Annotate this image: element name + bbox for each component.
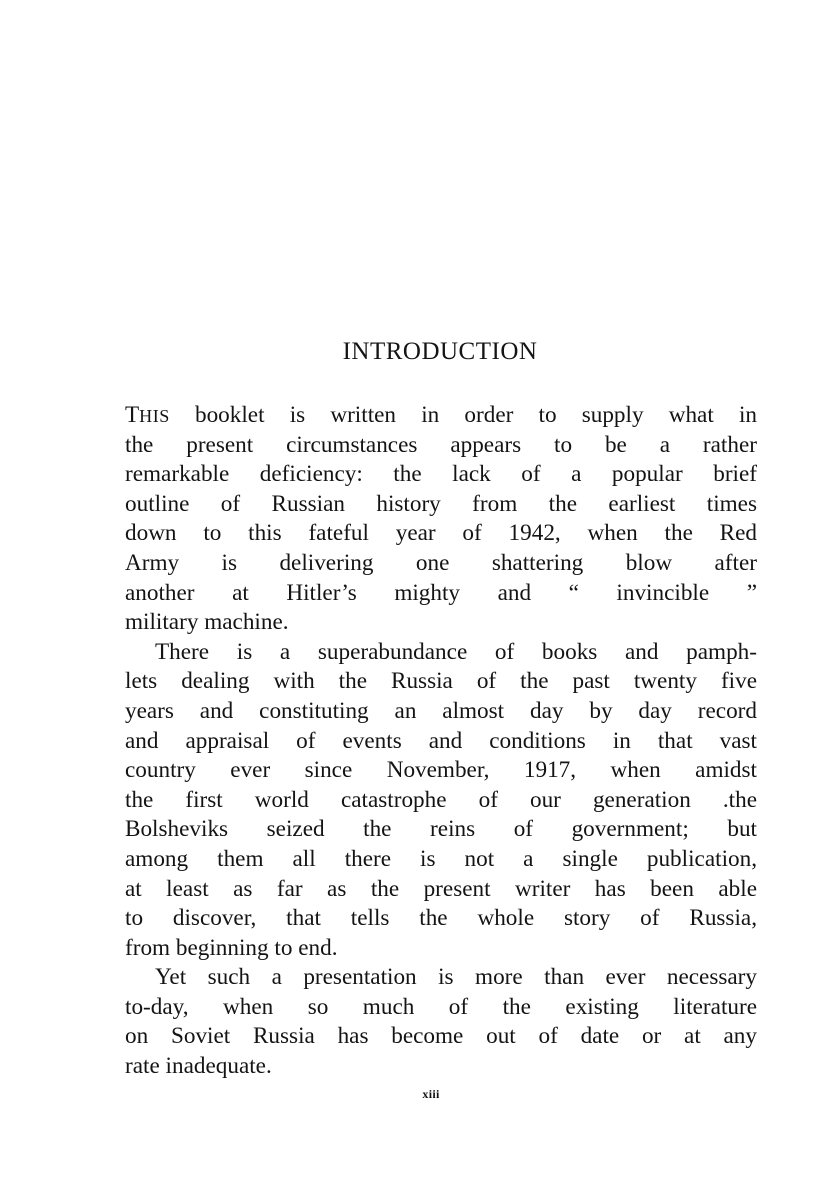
text-line-18: to discover, that tells the whole story of Russia,: [125, 905, 757, 932]
text-line-11: years and constituting an almost day by day record: [125, 697, 757, 724]
text-line-7: another at Hitler’s mighty and “ invincible ”: [125, 579, 757, 606]
text-line-22: on Soviet Russia has become out of date or at any: [125, 1023, 757, 1050]
chapter-title: INTRODUCTION: [342, 338, 538, 365]
text-line-2: the present circumstances appears to be a rather: [125, 431, 757, 458]
text-line-23: rate inadequate.: [125, 1053, 272, 1080]
text-line-13: country ever since November, 1917, when amidst: [125, 757, 757, 784]
text-line-12: and appraisal of events and conditions in that vast: [125, 727, 757, 754]
text-line-6: Army is delivering one shattering blow after: [125, 549, 757, 576]
text-line-20: Yet such a presentation is more than ever necessary: [155, 964, 757, 991]
text-line-4: outline of Russian history from the earliest times: [125, 490, 757, 517]
text-line-17: at least as far as the present writer has been able: [125, 875, 757, 902]
text-line-3: remarkable deficiency: the lack of a popular brief: [125, 461, 757, 488]
text-line-5: down to this fateful year of 1942, when the Red: [125, 520, 757, 547]
text-line-14: the first world catastrophe of our generation .the: [125, 786, 757, 813]
text-line-1: THIS booklet is written in order to supply what in: [125, 402, 757, 428]
text-line-10: lets dealing with the Russia of the past twenty five: [125, 668, 757, 695]
text-line-19: from beginning to end.: [125, 934, 338, 961]
text-line-21: to-day, when so much of the existing literature: [125, 993, 757, 1020]
text-line-8: military machine.: [125, 609, 289, 636]
first-word-cap: T: [125, 402, 140, 428]
text-line-15: Bolsheviks seized the reins of government; but: [125, 816, 757, 843]
first-word-small-caps: HIS: [139, 406, 170, 426]
text-line-16: among them all there is not a single publication,: [125, 845, 757, 872]
page-number: xiii: [422, 1087, 440, 1101]
body-text: [125, 401, 757, 1082]
text-line-9: There is a superabundance of books and pamph-: [155, 638, 757, 665]
